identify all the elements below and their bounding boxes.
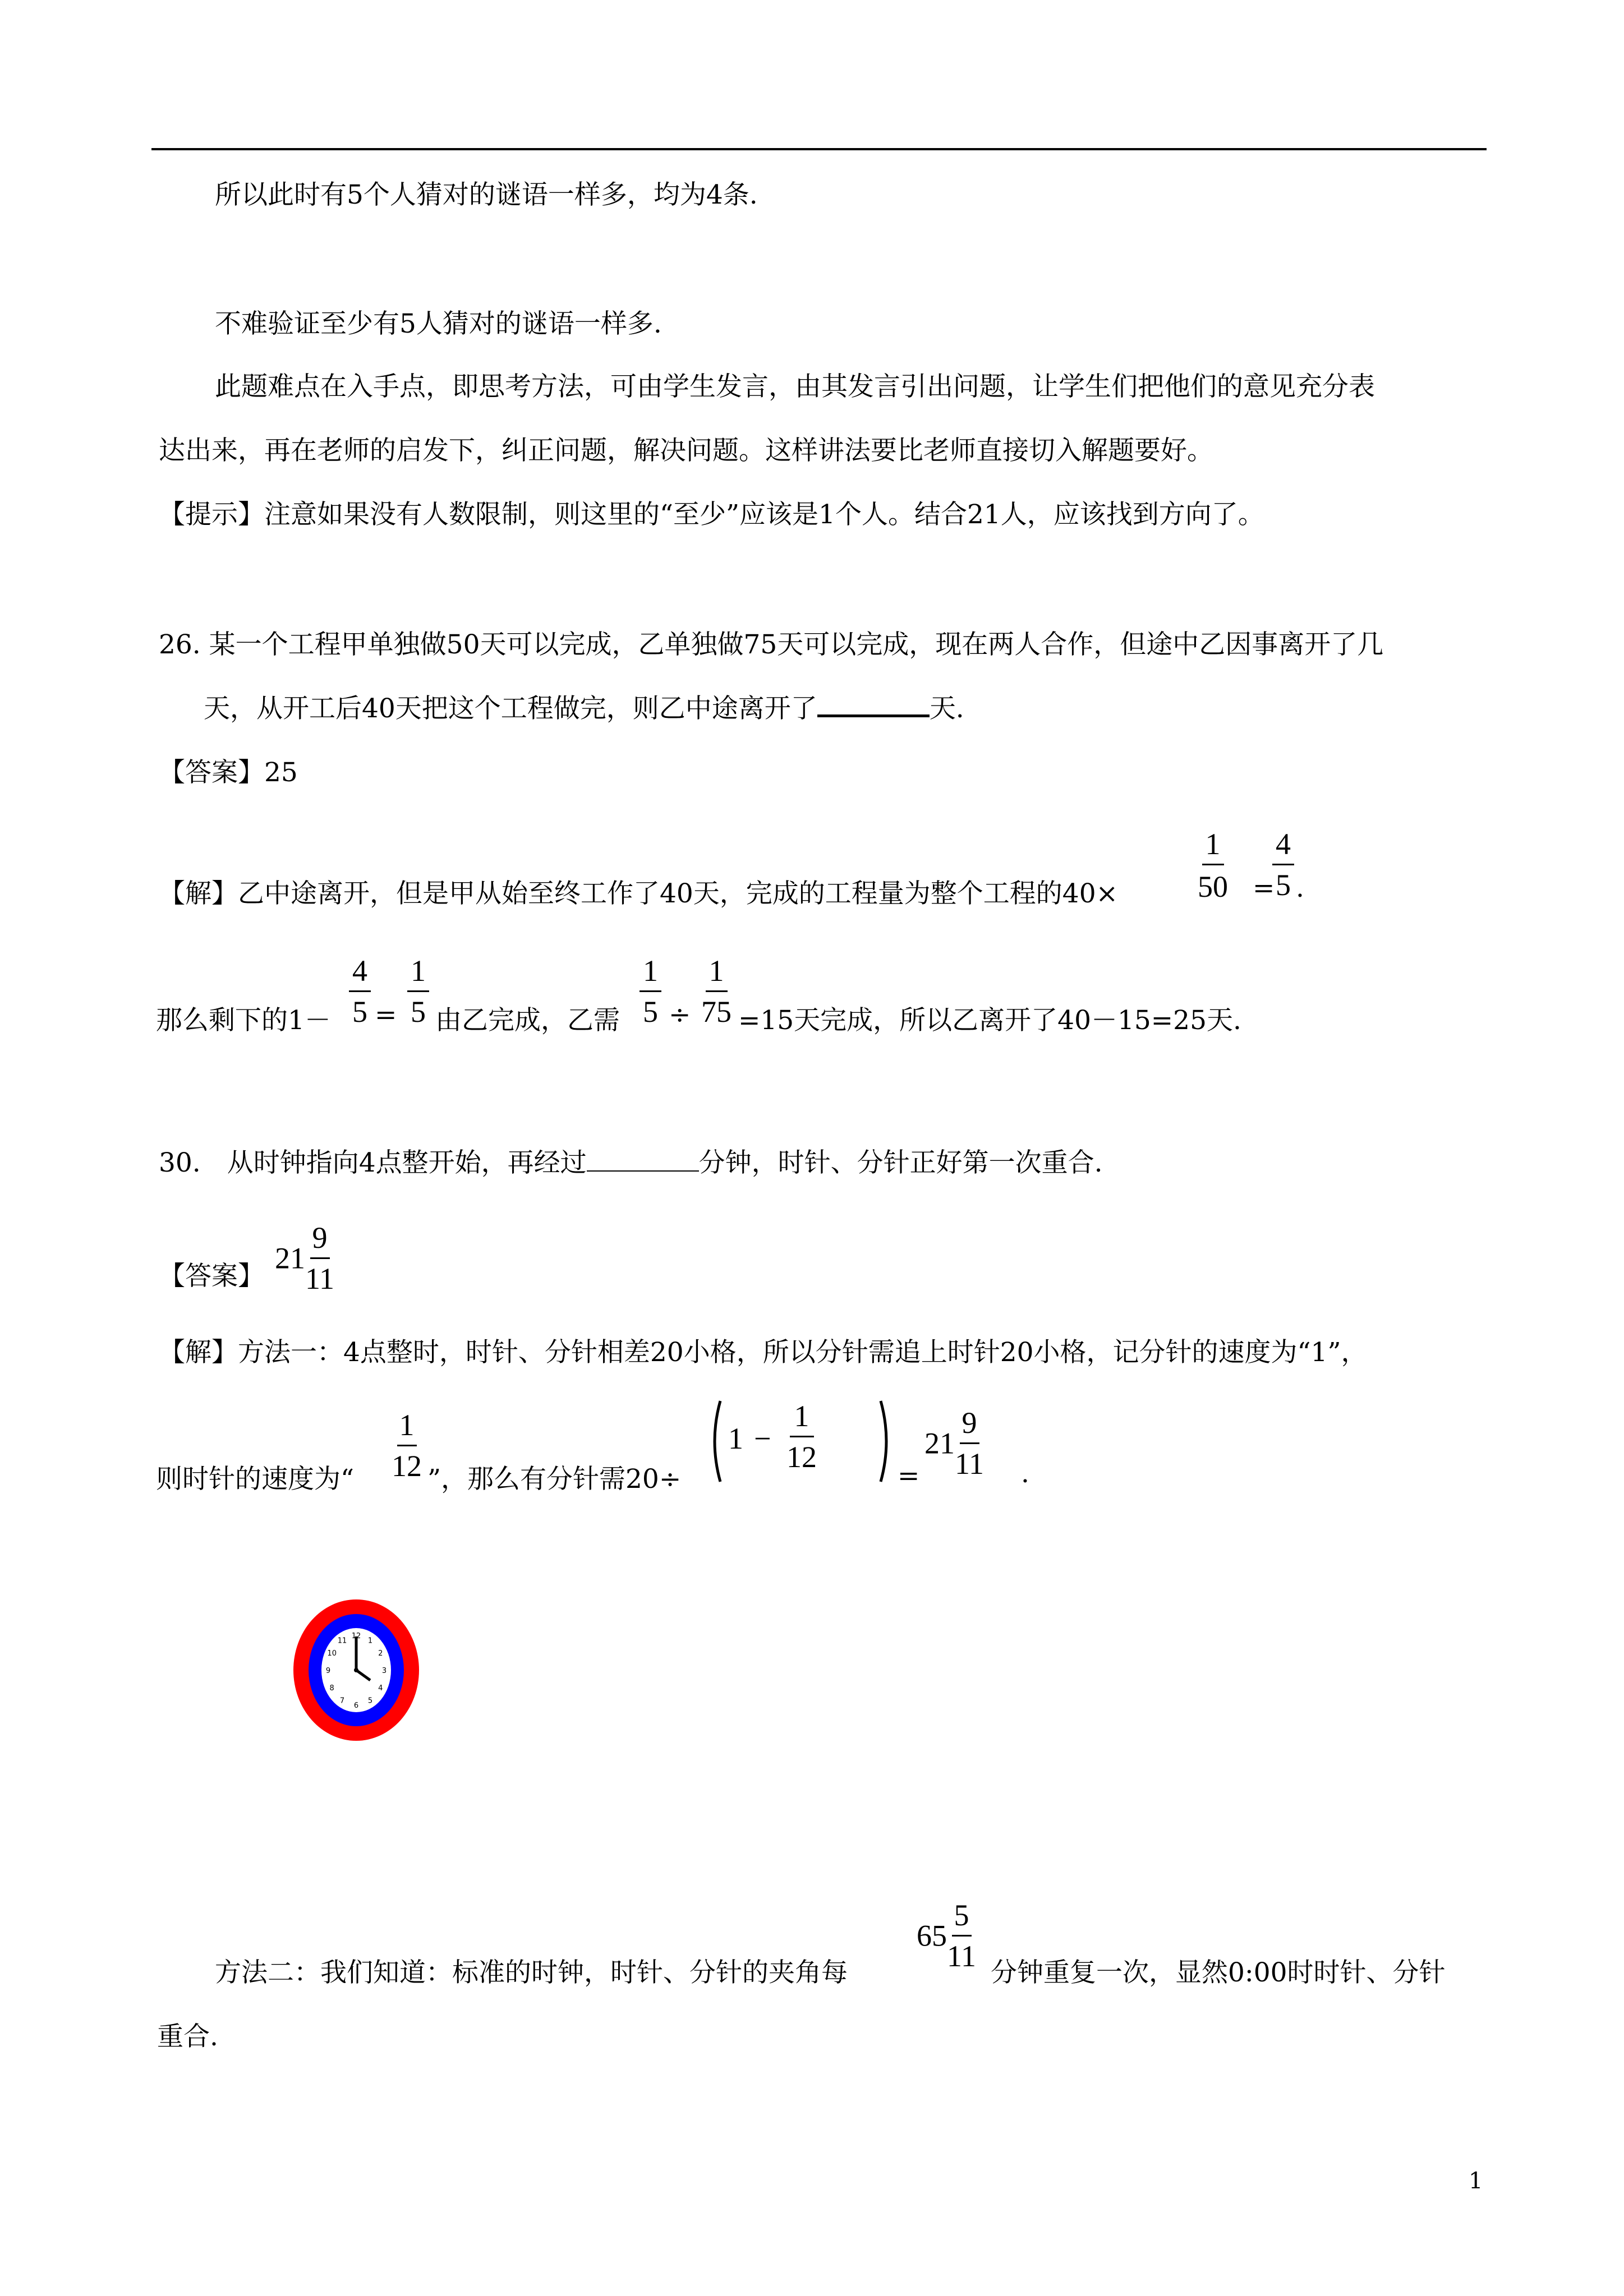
clock-number: 5 — [367, 1696, 373, 1705]
clock-number: 2 — [378, 1649, 383, 1658]
clock-number: 9 — [325, 1667, 331, 1675]
answer-30-mixed-number: 21 $\frac{9}{11}$ — [275, 1221, 334, 1295]
question-30-text: 30. 从时钟指向4点整开始，再经过 — [159, 1147, 587, 1178]
clock-number: 3 — [381, 1667, 387, 1675]
clock-number: 11 — [337, 1636, 347, 1645]
clock-number: 12 — [351, 1632, 361, 1640]
clock-number: 4 — [378, 1684, 383, 1693]
period: . — [1021, 1458, 1029, 1489]
text-line: 此题难点在入手点，即思考方法，可由学生发言，由其发言引出问题，让学生们把他们的意见充分表 — [215, 371, 1375, 402]
fraction-1-75: $\frac{1}{75}$ — [701, 954, 732, 1029]
text-line: 所以此时有5个人猜对的谜语一样多，均为4条. — [215, 179, 758, 210]
fraction-1-5c: $\frac{1}{5}$ — [640, 953, 661, 1027]
question-26-line2 — [204, 688, 964, 725]
question-26-text: 天，从开工后40天把这个工程做完，则乙中途离开了 — [204, 693, 817, 724]
question-26-line1: 26. 某一个工程甲单独做50天可以完成，乙单独做75天可以完成，现在两人合作，但途中乙因事离开了几 — [159, 629, 1384, 660]
question-26-tail: 天. — [929, 693, 964, 724]
clock-number: 6 — [353, 1702, 359, 1710]
answer-blank — [587, 1148, 699, 1172]
clock-number: 10 — [327, 1649, 337, 1658]
clock-illustration — [292, 1598, 421, 1742]
clock-number: 8 — [329, 1684, 334, 1693]
solution-26-line1: 【解】乙中途离开，但是甲从始至终工作了40天，完成的工程量为整个工程的40× — [159, 878, 1118, 909]
fraction-1-5: $\frac{1}{5}$ — [407, 953, 429, 1027]
answer-30-label: 【答案】 — [159, 1261, 264, 1292]
method-2-line2: 重合. — [157, 2021, 218, 2052]
clock-center — [354, 1668, 358, 1672]
question-30-tail: 分钟，时针、分针正好第一次重合. — [698, 1147, 1103, 1178]
method-2-line1a: 方法二：我们知道：标准的时钟，时针、分针的夹角每 — [215, 1957, 848, 1988]
clock-number: 1 — [367, 1636, 373, 1645]
answer-26: 【答案】25 — [159, 757, 298, 788]
equals-sign: = — [898, 1460, 920, 1491]
page-number: 1 — [1469, 2168, 1483, 2194]
paren-minus: − — [754, 1422, 771, 1455]
equals-sign: = — [375, 999, 397, 1030]
solution-26-line2c: =15天完成，所以乙离开了40－15=25天. — [738, 1005, 1241, 1036]
fraction-4-5: $\frac{4}{5}$ — [1272, 827, 1294, 900]
method-2-line1b: 分钟重复一次，显然0:00时时针、分针 — [991, 1957, 1446, 1988]
solution-30-line1: 【解】方法一：4点整时，时针、分针相差20小格，所以分针需追上时针20小格，记分针的速度为“1”， — [159, 1337, 1368, 1368]
paren-fraction: $\frac{1}{12}$ — [786, 1399, 817, 1474]
clock-number: 7 — [339, 1696, 345, 1705]
mixed-65-5-11: 65 $\frac{5}{11}$ — [917, 1898, 976, 1973]
text-line: 达出来，再在老师的启发下，纠正问题，解决问题。这样讲法要比老师直接切入解题要好。 — [159, 435, 1213, 466]
header-rule — [151, 148, 1487, 150]
fraction-1-12: $\frac{1}{12}$ — [392, 1408, 422, 1483]
solution-26-line2b: 由乙完成，乙需 — [435, 1005, 620, 1036]
period: . — [1296, 873, 1304, 903]
paren-one: 1 — [728, 1422, 743, 1455]
divide-sign: ÷ — [669, 999, 691, 1030]
solution-26-line2a: 那么剩下的1－ — [156, 1005, 331, 1036]
equals-sign: = — [1253, 873, 1275, 903]
fraction-4-5b: $\frac{4}{5}$ — [349, 953, 371, 1027]
question-30-line1 — [159, 1142, 1103, 1179]
hint-line: 【提示】注意如果没有人数限制，则这里的“至少”应该是1个人。结合21人，应该找到方向了。 — [159, 499, 1264, 530]
text-line: 不难验证至少有5人猜对的谜语一样多. — [215, 308, 662, 339]
answer-blank — [817, 692, 930, 717]
solution-30-line2a: 则时针的速度为“ — [156, 1464, 355, 1495]
result-mixed-number: 21 $\frac{9}{11}$ — [924, 1406, 984, 1481]
fraction-1-50: $\frac{1}{50}$ — [1198, 827, 1228, 903]
solution-30-line2b: ”，那么有分针需20÷ — [427, 1464, 682, 1495]
